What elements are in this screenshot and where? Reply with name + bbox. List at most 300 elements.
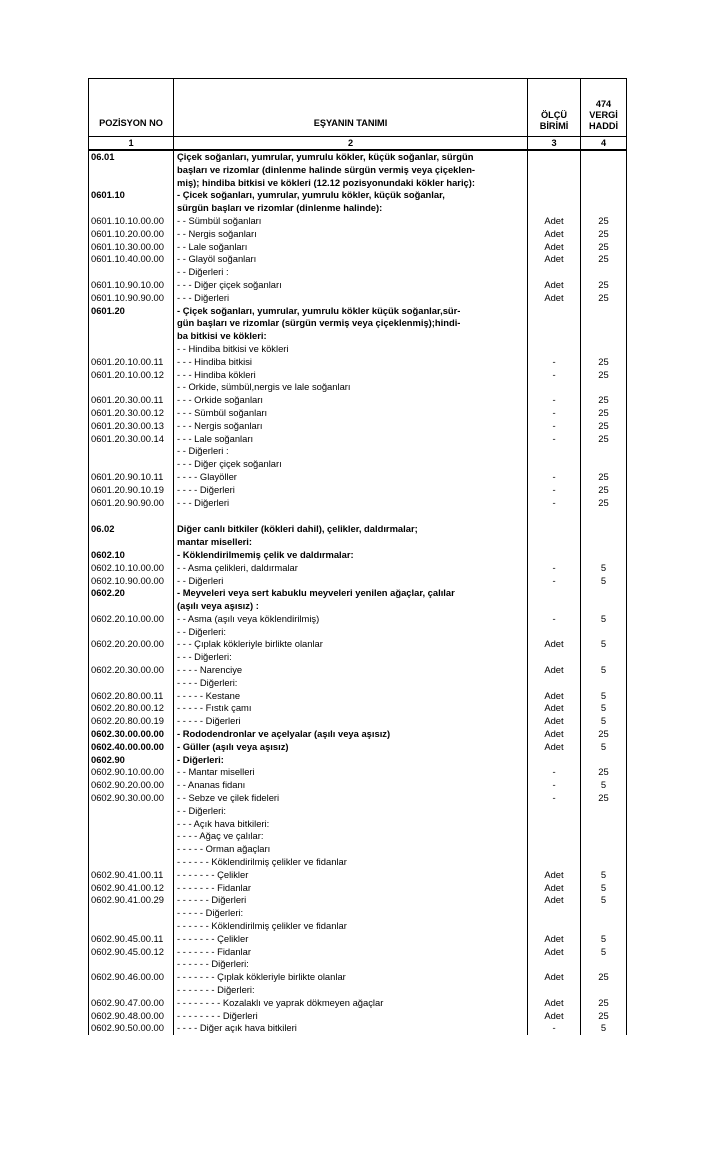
unit-cell	[528, 381, 581, 394]
position-no-cell: 0601.20.90.10.19	[89, 484, 174, 497]
description-cell: - - - - - - - Diğerleri:	[174, 984, 528, 997]
header-unit	[528, 79, 581, 137]
table-row	[89, 933, 627, 946]
position-no-cell: 0602.90.41.00.11	[89, 869, 174, 882]
description-cell: - - - - Diğerleri:	[174, 677, 528, 690]
tax-rate-cell: 25	[581, 484, 627, 497]
description-cell: - Meyveleri veya sert kabuklu meyveleri yenilen ağaçlar, çalılar	[174, 587, 528, 600]
unit-cell	[528, 202, 581, 215]
unit-cell: -	[528, 792, 581, 805]
table-row	[89, 305, 627, 318]
description-cell: - - Sebze ve çilek fideleri	[174, 792, 528, 805]
position-no-cell: 0602.90	[89, 754, 174, 767]
unit-cell	[528, 164, 581, 177]
tax-rate-cell	[581, 317, 627, 330]
unit-cell: Adet	[528, 690, 581, 703]
position-no-cell: 0601.10	[89, 189, 174, 202]
position-no-cell: 0602.20.80.00.19	[89, 715, 174, 728]
unit-cell	[528, 856, 581, 869]
table-row	[89, 741, 627, 754]
table-row	[89, 241, 627, 254]
table-row	[89, 343, 627, 356]
tax-rate-cell	[581, 305, 627, 318]
table-row	[89, 509, 627, 523]
table-header	[89, 79, 627, 151]
position-no-cell: 0602.10.90.00.00	[89, 575, 174, 588]
position-no-cell: 0601.10.90.10.00	[89, 279, 174, 292]
table-row	[89, 317, 627, 330]
table-row	[89, 971, 627, 984]
unit-cell: -	[528, 369, 581, 382]
table-row	[89, 189, 627, 202]
position-no-cell	[89, 907, 174, 920]
description-cell: ba bitkisi ve kökleri:	[174, 330, 528, 343]
position-no-cell	[89, 381, 174, 394]
position-no-cell	[89, 818, 174, 831]
description-cell: - - Hindiba bitkisi ve kökleri	[174, 343, 528, 356]
unit-cell	[528, 958, 581, 971]
position-no-cell	[89, 805, 174, 818]
tax-rate-cell: 25	[581, 228, 627, 241]
description-cell: - - - Diğer çiçek soğanları	[174, 279, 528, 292]
description-cell: sürgün başları ve rizomlar (dinlenme halinde):	[174, 202, 528, 215]
table-row	[89, 394, 627, 407]
tax-rate-cell	[581, 523, 627, 536]
tax-rate-cell: 25	[581, 471, 627, 484]
table-row	[89, 407, 627, 420]
tax-rate-cell: 5	[581, 690, 627, 703]
table-row	[89, 600, 627, 613]
table-row	[89, 177, 627, 190]
table-row	[89, 1022, 627, 1035]
position-no-cell	[89, 445, 174, 458]
unit-cell	[528, 189, 581, 202]
tax-rate-cell	[581, 343, 627, 356]
table-row	[89, 728, 627, 741]
position-no-cell: 0601.20.90.90.00	[89, 497, 174, 510]
table-row	[89, 920, 627, 933]
description-cell: - - - - - - - Fidanlar	[174, 882, 528, 895]
unit-cell	[528, 818, 581, 831]
position-no-cell	[89, 536, 174, 549]
description-cell: - - Diğerleri :	[174, 266, 528, 279]
description-cell: başları ve rizomlar (dinlenme halinde sürgün vermiş veya çiçeklen-	[174, 164, 528, 177]
tax-rate-cell: 5	[581, 575, 627, 588]
description-cell: Çiçek soğanları, yumrular, yumrulu kökler, küçük soğanlar, sürgün	[174, 150, 528, 164]
description-cell: - - Diğerleri	[174, 575, 528, 588]
position-no-cell	[89, 330, 174, 343]
position-no-cell: 0602.20.10.00.00	[89, 613, 174, 626]
position-no-cell: 0602.90.41.00.12	[89, 882, 174, 895]
tax-rate-cell: 5	[581, 638, 627, 651]
table-row	[89, 715, 627, 728]
description-cell: - - - Orkide soğanları	[174, 394, 528, 407]
tax-rate-cell	[581, 754, 627, 767]
tax-rate-cell: 25	[581, 971, 627, 984]
description-cell: - - - - - - - - Kozalaklı ve yaprak dökmeyen ağaçlar	[174, 997, 528, 1010]
table-row	[89, 1010, 627, 1023]
position-no-cell: 0602.40.00.00.00	[89, 741, 174, 754]
unit-cell	[528, 626, 581, 639]
table-row	[89, 381, 627, 394]
table-row	[89, 997, 627, 1010]
unit-cell: -	[528, 420, 581, 433]
unit-cell	[528, 805, 581, 818]
tax-rate-cell: 25	[581, 433, 627, 446]
tax-rate-cell: 25	[581, 241, 627, 254]
tax-rate-cell	[581, 330, 627, 343]
header-position-no: POZİSYON NO	[89, 79, 174, 137]
unit-cell: Adet	[528, 741, 581, 754]
description-cell: - - - - - - Köklendirilmiş çelikler ve fidanlar	[174, 856, 528, 869]
tax-rate-cell: 25	[581, 792, 627, 805]
position-no-cell	[89, 164, 174, 177]
tax-rate-cell: 25	[581, 369, 627, 382]
unit-cell	[528, 830, 581, 843]
table-row	[89, 433, 627, 446]
unit-cell	[528, 651, 581, 664]
position-no-cell: 0601.20.30.00.14	[89, 433, 174, 446]
description-cell: - - Asma çelikleri, daldırmalar	[174, 562, 528, 575]
position-no-cell: 0602.20.80.00.11	[89, 690, 174, 703]
tax-rate-cell: 25	[581, 407, 627, 420]
position-no-cell: 0602.20.80.00.12	[89, 702, 174, 715]
table-row	[89, 266, 627, 279]
unit-cell: -	[528, 575, 581, 588]
tax-rate-cell	[581, 445, 627, 458]
position-no-cell: 0602.20.20.00.00	[89, 638, 174, 651]
table-row	[89, 484, 627, 497]
unit-cell: -	[528, 779, 581, 792]
position-no-cell: 0601.20	[89, 305, 174, 318]
position-no-cell	[89, 600, 174, 613]
position-no-cell: 0601.10.90.90.00	[89, 292, 174, 305]
description-cell: - - - - - - Diğerleri:	[174, 958, 528, 971]
position-no-cell: 0602.90.10.00.00	[89, 766, 174, 779]
tax-rate-cell: 5	[581, 946, 627, 959]
position-no-cell: 0601.20.10.00.11	[89, 356, 174, 369]
table-row	[89, 664, 627, 677]
unit-cell: Adet	[528, 728, 581, 741]
unit-cell	[528, 677, 581, 690]
column-number-4: 4	[581, 137, 627, 151]
tax-rate-cell: 25	[581, 253, 627, 266]
unit-cell: Adet	[528, 1010, 581, 1023]
position-no-cell: 06.02	[89, 523, 174, 536]
unit-cell: -	[528, 433, 581, 446]
table-row	[89, 856, 627, 869]
description-cell: - Diğerleri:	[174, 754, 528, 767]
header-unit-line-2: BİRİMİ	[539, 121, 569, 131]
position-no-cell: 0601.20.30.00.13	[89, 420, 174, 433]
description-cell: (aşılı veya aşısız) :	[174, 600, 528, 613]
unit-cell	[528, 330, 581, 343]
table-row	[89, 766, 627, 779]
table-row	[89, 536, 627, 549]
table-row	[89, 958, 627, 971]
position-no-cell: 0601.10.30.00.00	[89, 241, 174, 254]
unit-cell	[528, 343, 581, 356]
tax-rate-cell: 5	[581, 702, 627, 715]
column-number-3: 3	[528, 137, 581, 151]
unit-cell	[528, 150, 581, 164]
description-cell: - - - Hindiba bitkisi	[174, 356, 528, 369]
unit-cell: -	[528, 562, 581, 575]
table-row	[89, 638, 627, 651]
description-cell: - Rododendronlar ve açelyalar (aşılı veya aşısız)	[174, 728, 528, 741]
tax-rate-cell	[581, 920, 627, 933]
table-row	[89, 626, 627, 639]
unit-cell: Adet	[528, 946, 581, 959]
description-cell: - - Asma (aşılı veya köklendirilmiş)	[174, 613, 528, 626]
description-cell: - - - - - - - - Diğerleri	[174, 1010, 528, 1023]
unit-cell: Adet	[528, 279, 581, 292]
position-no-cell	[89, 856, 174, 869]
description-cell: - Çiçek soğanları, yumrular, yumrulu kökler küçük soğanlar,sür-	[174, 305, 528, 318]
table-row	[89, 779, 627, 792]
position-no-cell	[89, 843, 174, 856]
unit-cell: Adet	[528, 882, 581, 895]
tax-rate-cell	[581, 536, 627, 549]
tax-rate-cell: 5	[581, 741, 627, 754]
unit-cell: Adet	[528, 971, 581, 984]
description-cell: - - - - Glayöller	[174, 471, 528, 484]
tax-rate-cell: 5	[581, 882, 627, 895]
description-cell: - Güller (aşılı veya aşısız)	[174, 741, 528, 754]
tax-rate-cell	[581, 984, 627, 997]
unit-cell	[528, 177, 581, 190]
description-cell: - - Mantar miselleri	[174, 766, 528, 779]
table-row	[89, 869, 627, 882]
description-cell: - - - - - - - Fidanlar	[174, 946, 528, 959]
unit-cell: -	[528, 613, 581, 626]
description-cell: - - - - - Diğerleri:	[174, 907, 528, 920]
description-cell: miş); hindiba bitkisi ve kökleri (12.12 pozisyonundaki kökler hariç):	[174, 177, 528, 190]
tax-rate-cell	[581, 856, 627, 869]
tax-rate-cell: 5	[581, 562, 627, 575]
unit-cell	[528, 445, 581, 458]
position-no-cell	[89, 984, 174, 997]
header-description: EŞYANIN TANIMI	[174, 79, 528, 137]
unit-cell: Adet	[528, 997, 581, 1010]
position-no-cell: 0602.90.30.00.00	[89, 792, 174, 805]
position-no-cell	[89, 458, 174, 471]
table-row	[89, 330, 627, 343]
table-row	[89, 356, 627, 369]
tax-rate-cell	[581, 587, 627, 600]
position-no-cell	[89, 317, 174, 330]
unit-cell	[528, 920, 581, 933]
description-cell: - - - - Ağaç ve çalılar:	[174, 830, 528, 843]
tax-rate-cell	[581, 150, 627, 164]
description-cell: - - Sümbül soğanları	[174, 215, 528, 228]
tax-rate-cell: 25	[581, 728, 627, 741]
tax-rate-cell: 25	[581, 394, 627, 407]
tax-rate-cell: 25	[581, 766, 627, 779]
unit-cell: Adet	[528, 228, 581, 241]
tax-rate-cell	[581, 818, 627, 831]
position-no-cell: 0602.90.45.00.12	[89, 946, 174, 959]
position-no-cell: 0602.10	[89, 549, 174, 562]
position-no-cell: 0602.90.41.00.29	[89, 894, 174, 907]
position-no-cell: 0602.90.48.00.00	[89, 1010, 174, 1023]
unit-cell	[528, 600, 581, 613]
header-tax-line-3: HADDİ	[588, 121, 619, 131]
unit-cell: Adet	[528, 715, 581, 728]
table-row	[89, 292, 627, 305]
position-no-cell: 0602.10.10.00.00	[89, 562, 174, 575]
position-no-cell	[89, 266, 174, 279]
table-row	[89, 690, 627, 703]
table-row	[89, 228, 627, 241]
unit-cell	[528, 458, 581, 471]
spacer-cell	[89, 509, 174, 523]
tax-rate-cell	[581, 266, 627, 279]
tax-rate-cell: 5	[581, 933, 627, 946]
unit-cell: -	[528, 394, 581, 407]
description-cell: - - - Diğer çiçek soğanları	[174, 458, 528, 471]
position-no-cell: 0601.20.30.00.11	[89, 394, 174, 407]
table-row	[89, 575, 627, 588]
table-row	[89, 549, 627, 562]
tax-rate-cell: 25	[581, 279, 627, 292]
table-body	[89, 150, 627, 1035]
position-no-cell	[89, 830, 174, 843]
table-row	[89, 471, 627, 484]
tax-rate-cell	[581, 843, 627, 856]
tax-rate-cell: 5	[581, 1022, 627, 1035]
unit-cell: -	[528, 484, 581, 497]
description-cell: - - - Çıplak kökleriyle birlikte olanlar	[174, 638, 528, 651]
position-no-cell: 0602.20	[89, 587, 174, 600]
table-row	[89, 164, 627, 177]
position-no-cell: 0601.10.40.00.00	[89, 253, 174, 266]
description-cell: - Köklendirilmemiş çelik ve daldırmalar:	[174, 549, 528, 562]
unit-cell: -	[528, 1022, 581, 1035]
table-row	[89, 907, 627, 920]
table-row	[89, 587, 627, 600]
description-cell: mantar miselleri:	[174, 536, 528, 549]
tax-rate-cell	[581, 677, 627, 690]
description-cell: - - - Diğerleri	[174, 497, 528, 510]
description-cell: - - Diğerleri :	[174, 445, 528, 458]
description-cell: - - - - Diğer açık hava bitkileri	[174, 1022, 528, 1035]
position-no-cell: 0602.20.30.00.00	[89, 664, 174, 677]
header-tax-rate	[581, 79, 627, 137]
table-row	[89, 754, 627, 767]
position-no-cell: 06.01	[89, 150, 174, 164]
tax-rate-cell	[581, 164, 627, 177]
table-row	[89, 651, 627, 664]
unit-cell	[528, 305, 581, 318]
unit-cell: Adet	[528, 638, 581, 651]
position-no-cell	[89, 177, 174, 190]
position-no-cell: 0602.90.50.00.00	[89, 1022, 174, 1035]
tariff-table-page	[88, 78, 626, 1175]
unit-cell: -	[528, 497, 581, 510]
position-no-cell: 0601.20.10.00.12	[89, 369, 174, 382]
position-no-cell: 0601.20.30.00.12	[89, 407, 174, 420]
header-tax-line-2: VERGİ	[589, 110, 618, 120]
tax-rate-cell	[581, 805, 627, 818]
tax-rate-cell: 5	[581, 715, 627, 728]
table-row	[89, 843, 627, 856]
description-cell: - - - - - - - Çelikler	[174, 933, 528, 946]
description-cell: - - - Diğerleri:	[174, 651, 528, 664]
table-row	[89, 523, 627, 536]
tax-rate-cell: 25	[581, 1010, 627, 1023]
tax-rate-cell	[581, 202, 627, 215]
table-row	[89, 702, 627, 715]
position-no-cell: 0601.10.20.00.00	[89, 228, 174, 241]
header-unit-line-1: ÖLÇÜ	[540, 110, 568, 120]
table-row	[89, 497, 627, 510]
tax-rate-cell: 25	[581, 215, 627, 228]
description-cell: gün başları ve rizomlar (sürgün vermiş veya çiçeklenmiş);hindi-	[174, 317, 528, 330]
table-row	[89, 562, 627, 575]
position-no-cell: 0602.30.00.00.00	[89, 728, 174, 741]
unit-cell: Adet	[528, 702, 581, 715]
unit-cell: -	[528, 471, 581, 484]
unit-cell: Adet	[528, 292, 581, 305]
table-row	[89, 830, 627, 843]
unit-cell: Adet	[528, 215, 581, 228]
table-row	[89, 458, 627, 471]
position-no-cell	[89, 651, 174, 664]
table-row	[89, 805, 627, 818]
table-row	[89, 946, 627, 959]
description-cell: - - - Lale soğanları	[174, 433, 528, 446]
unit-cell	[528, 587, 581, 600]
table-row	[89, 984, 627, 997]
description-cell: - - - - Diğerleri	[174, 484, 528, 497]
unit-cell: Adet	[528, 933, 581, 946]
column-number-1: 1	[89, 137, 174, 151]
description-cell: - - Orkide, sümbül,nergis ve lale soğanları	[174, 381, 528, 394]
position-no-cell: 0601.20.90.10.11	[89, 471, 174, 484]
tax-rate-cell: 25	[581, 356, 627, 369]
description-cell: - - - Nergis soğanları	[174, 420, 528, 433]
description-cell: - - Nergis soğanları	[174, 228, 528, 241]
unit-cell	[528, 754, 581, 767]
table-row	[89, 253, 627, 266]
tax-rate-cell	[581, 189, 627, 202]
tax-rate-cell	[581, 458, 627, 471]
description-cell: - - - Diğerleri	[174, 292, 528, 305]
tax-rate-cell: 5	[581, 664, 627, 677]
tax-rate-cell	[581, 830, 627, 843]
description-cell: - - - - - Orman ağaçları	[174, 843, 528, 856]
tax-rate-cell: 25	[581, 497, 627, 510]
unit-cell	[528, 984, 581, 997]
tax-rate-cell	[581, 381, 627, 394]
tax-rate-cell	[581, 600, 627, 613]
tax-rate-cell: 5	[581, 779, 627, 792]
spacer-cell	[581, 509, 627, 523]
table-row	[89, 677, 627, 690]
tax-rate-cell: 25	[581, 292, 627, 305]
description-cell: - - - Açık hava bitkileri:	[174, 818, 528, 831]
table-row	[89, 369, 627, 382]
unit-cell	[528, 536, 581, 549]
position-no-cell: 0602.90.46.00.00	[89, 971, 174, 984]
unit-cell	[528, 843, 581, 856]
position-no-cell	[89, 343, 174, 356]
spacer-cell	[174, 509, 528, 523]
description-cell: - - Glayöl soğanları	[174, 253, 528, 266]
position-no-cell: 0602.90.47.00.00	[89, 997, 174, 1010]
description-cell: - - Diğerleri:	[174, 626, 528, 639]
